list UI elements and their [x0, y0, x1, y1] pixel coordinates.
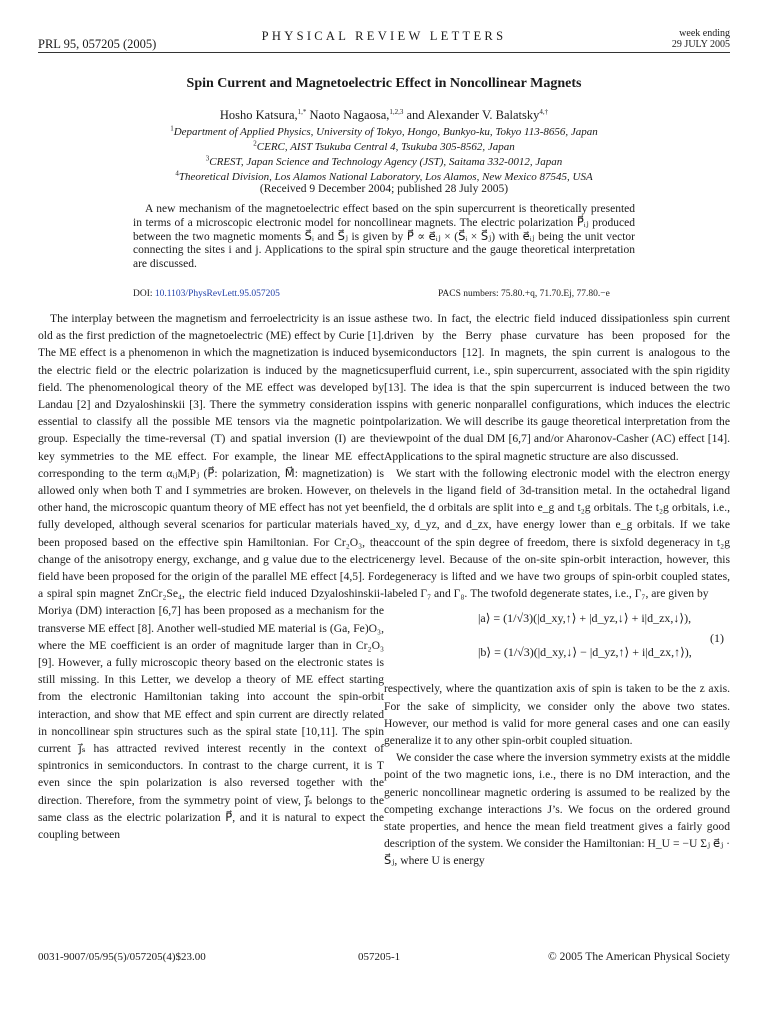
affiliation-number: 3	[205, 154, 210, 163]
body-paragraph: We consider the case where the inversion symmetry exists at the middle point of the two magnetic ions, i.e., there is no DM interaction, and the generic noncollinear magnetic ordering is assumed to be realized by the competing exchange interactions J’s. We focus on the ordered ground state properties, and hence the mean field treatment gives a fairly good description of the system. We consider the Hamiltonian: H_U = −U Σⱼ e⃗ⱼ · S⃗ⱼ, where U is energy	[384, 751, 730, 868]
affiliation	[0, 171, 768, 183]
week-ending-date: 29 JULY 2005	[671, 39, 730, 50]
doi-link[interactable]: 10.1103/PhysRevLett.95.057205	[154, 289, 280, 299]
affiliation	[0, 156, 768, 168]
pacs-numbers: PACS numbers: 75.80.+q, 71.70.Ej, 77.80.−e	[438, 289, 610, 299]
equation-line-b: |b⟩ = (1/√3)(|d_xy,↓⟩ − |d_yz,↑⟩ + i|d_zx,↑⟩),	[478, 645, 692, 660]
abstract: A new mechanism of the magnetoelectric effect based on the spin supercurrent is theoretically presented in terms of a microscopic electronic model for noncollinear magnets. The electric polarization P⃗ᵢⱼ produced between the two magnetic moments S⃗ᵢ and S⃗ⱼ is given by P⃗ ∝ e⃗ᵢⱼ × (S⃗ᵢ × S⃗ⱼ) with e⃗ᵢⱼ being the unit vector connecting the sites i and j. Applications to the spiral spin structure and the gauge theoretical interpretation are discussed.	[133, 203, 635, 271]
page-number: 057205-1	[358, 951, 401, 963]
affiliation-text: CERC, AIST Tsukuba Central 4, Tsukuba 305-8562, Japan	[256, 141, 515, 153]
equation-number: (1)	[710, 631, 724, 646]
affiliation-text: Department of Applied Physics, University of Tokyo, Hongo, Bunkyo-ku, Tokyo 113-8656, Japan	[173, 126, 598, 138]
right-column	[384, 310, 730, 870]
equation-line-a: |a⟩ = (1/√3)(|d_xy,↑⟩ + |d_yz,↓⟩ + i|d_zx,↓⟩),	[478, 611, 692, 626]
body-paragraph: respectively, where the quantization axis of spin is taken to be the z axis. For the sake of simplicity, we consider only the above two states. However, our method is valid for more general cases and one can easily generalize it to any other spin-orbit coupled situation.	[384, 682, 730, 748]
left-column	[38, 310, 384, 843]
paper-title: Spin Current and Magnetoelectric Effect in Noncollinear Magnets	[186, 76, 582, 91]
week-ending-label: week ending	[679, 28, 730, 39]
affiliation-number: 1	[170, 124, 174, 133]
author-list	[0, 108, 768, 123]
doi-label: DOI:	[133, 289, 155, 299]
affiliation	[0, 141, 768, 153]
body-paragraph: We start with the following electronic model with the electron energy levels in the ligand field of 3d-transition metal. In the octahedral ligand field, the d orbitals are split into e_g and t₂g orbitals. The t₂g orbitals, i.e., d_xy, d_yz, and d_zx, have energy lower than e_g orbitals. If we take account of the spin degree of freedom, there is sixfold degeneracy in t₂g energy level. Because of the on-site spin-orbit interaction, however, this degeneracy is lifted and we have two groups of spin-orbit coupled states, labeled Γ₇ and Γ₈. The twofold degenerate states, i.e., Γ₇, are given by	[384, 466, 730, 601]
author-name: Hosho Katsura,	[219, 108, 298, 122]
doi-line	[133, 289, 280, 299]
affiliation-number: 2	[253, 139, 257, 148]
article-code: 0031-9007/05/95(5)/057205(4)$23.00	[38, 951, 206, 963]
affiliation-text: CREST, Japan Science and Technology Agency (JST), Saitama 332-0012, Japan	[209, 156, 563, 168]
author-name: Naoto Nagaosa,	[306, 108, 390, 122]
journal-name: PHYSICAL REVIEW LETTERS	[261, 29, 507, 43]
copyright: © 2005 The American Physical Society	[548, 951, 730, 963]
journal-citation: PRL 95, 057205 (2005)	[38, 37, 157, 51]
author-affiliation-mark: 1,2,3	[389, 107, 404, 116]
received-date: (Received 9 December 2004; published 28 July 2005)	[259, 183, 509, 195]
equation-1	[384, 606, 730, 676]
issue-date	[672, 28, 730, 50]
affiliation-number: 4	[175, 169, 179, 178]
body-paragraph: these two. In fact, the electric field induced dissipationless spin current driven by the Berry phase curvature has been proposed for the semiconductors [12]. In magnets, the spin current is analogous to the superfluid current, i.e., spin supercurrent, associated with the spin rigidity [13]. The idea is that the spin supercurrent is induced between the two spins with generic nonparallel configurations, which induces the electric polarization. We will describe its gauge theoretical interpretation from the viewpoint of the dual DM [6,7] and/or Aharonov-Casher (AC) effect [14]. Applications to the spiral magnetic structure are also discussed.	[384, 312, 730, 463]
affiliation-text: Theoretical Division, Los Alamos National Laboratory, Los Alamos, New Mexico 87545, USA	[178, 171, 593, 183]
author-affiliation-mark: 4,†	[539, 107, 549, 116]
body-paragraph: The interplay between the magnetism and ferroelectricity is an issue as old as the first prediction of the magnetoelectric (ME) effect by Curie [1]. The ME effect is a phenomenon in which the magnetization is induced by the electric field or the electric polarization is induced by the magnetic field. The phenomenological theory of the ME effect was developed by Landau [2] and Dzyaloshinskii [3]. There the symmetry consideration is essential to classify all the possible ME tensors via the magnetic point group. Especially the time-reversal (T) and spatial inversion (I) are the key symmetries to the ME effect. For example, the linear ME effect corresponding to the term αᵢⱼMᵢPⱼ (P⃗: polarization, M⃗: magnetization) is allowed only when both T and I symmetries are broken. However, on the other hand, the microscopic quantum theory of ME effect has not yet been fully developed, although several scenarios for particular materials have been proposed based on the effective spin Hamiltonian. For Cr₂O₃, the change of the anisotropy energy, exchange, and g value due to the electric field have been proposed for the origin of the parallel ME effect [4,5]. For a spiral spin magnet ZnCr₂Se₄, the electric field induced Dzyaloshinskii-Moriya (DM) interaction [6,7] has been proposed as a mechanism for the transverse ME effect [8]. Another well-studied ME material is (Ga, Fe)O₃, where the ME coefficient is an order of magnitude larger than in Cr₂O₃ [9]. However, a fully microscopic theory based on the electronic states is still missing. In this Letter, we develop a theory of ME effect starting from the electronic Hamiltonian taking into account the spin-orbit interaction, and show that ME effect and spin current are directly related in noncollinear spin structures such as the spiral state [10,11]. The spin current j⃗ₛ has attracted revived interest recently in the context of spintronics in semiconductors. In contrast to the charge current, it is T even since the spin polarization is also reversed together with the direction. Therefore, from the symmetry point of view, j⃗ₛ belongs to the same class as the electric polarization P⃗, and it is natural to expect the coupling between	[38, 312, 384, 842]
author-name: and Alexander V. Balatsky	[403, 108, 540, 122]
header-rule	[38, 52, 730, 53]
author-affiliation-mark: 1,*	[297, 107, 307, 116]
affiliation	[0, 126, 768, 138]
